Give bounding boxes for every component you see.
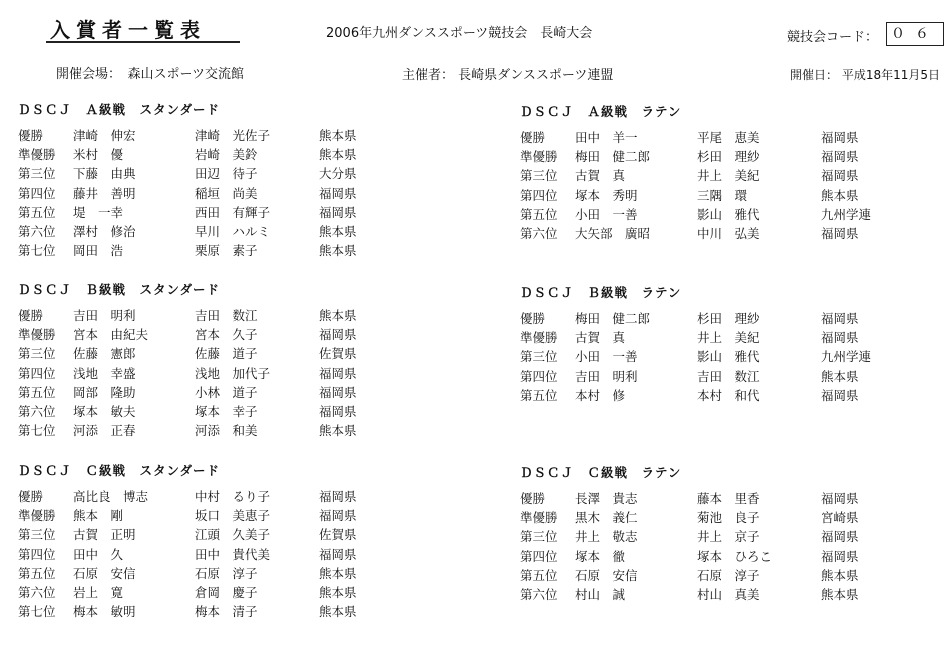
female-partner: 井上 美紀 [697,330,760,346]
male-partner: 吉田 明利 [575,368,638,384]
result-row [520,547,949,566]
result-row [18,402,458,421]
result-row [18,306,458,325]
section-b-latin [520,283,949,405]
placement: 第三位 [18,166,56,182]
female-partner: 井上 京子 [697,529,760,545]
male-partner: 吉田 明利 [73,308,136,323]
female-partner: 村山 真美 [697,586,760,602]
male-partner: 米村 優 [73,147,124,163]
prefecture: 熊本県 [821,187,859,203]
female-partner: 石原 淳子 [697,567,760,583]
placement: 準優勝 [520,330,558,346]
section-title: ＤＳＣＪ Ｃ級戦 ラテン [520,465,682,480]
placement: 優勝 [520,130,546,145]
result-row [520,205,949,224]
placement: 優勝 [18,308,44,323]
result-row [520,527,949,546]
male-partner: 石原 安信 [73,565,136,581]
prefecture: 大分県 [319,166,357,182]
male-partner: 澤村 修治 [73,223,136,239]
section-title: ＤＳＣＪ Ｂ級戦 スタンダード [18,282,221,297]
result-row [18,203,458,222]
result-row [18,421,458,440]
male-partner: 大矢部 廣昭 [575,225,651,241]
section-title: ＤＳＣＪ Ｃ級戦 スタンダード [18,463,221,478]
result-row [520,224,949,243]
prefecture: 熊本県 [821,567,859,583]
placement: 第六位 [18,403,56,419]
female-partner: 佐藤 道子 [195,346,258,362]
male-partner: 熊本 剛 [73,508,124,524]
placement: 第六位 [18,223,56,239]
placement: 第七位 [18,423,56,439]
result-row [18,325,458,344]
result-row [18,126,458,145]
prefecture: 福岡県 [821,130,859,145]
placement: 第四位 [18,185,56,201]
section-c-standard [18,461,458,621]
result-row [18,383,458,402]
male-partner: 黒木 義仁 [575,510,638,526]
placement: 第五位 [520,387,558,403]
female-partner: 西田 有輝子 [195,204,271,220]
prefecture: 福岡県 [319,185,357,201]
results-list [18,306,458,440]
venue: 開催会場： 森山スポーツ交流館 [56,67,244,82]
placement: 第三位 [520,529,558,545]
male-partner: 梅田 健二郎 [575,149,651,165]
result-row [18,564,458,583]
section-a-standard [18,100,458,260]
result-row [520,128,949,147]
result-row [18,222,458,241]
placement: 第五位 [18,204,56,220]
female-partner: 岩崎 美鈴 [195,147,258,163]
prefecture: 佐賀県 [319,346,357,362]
result-row [18,602,458,621]
result-row [18,545,458,564]
female-partner: 中村 るり子 [195,489,271,504]
placement: 第六位 [520,225,558,241]
prefecture: 熊本県 [319,243,357,259]
placement: 第七位 [18,243,56,259]
prefecture: 宮崎県 [821,510,859,526]
result-row [520,566,949,585]
prefecture: 福岡県 [319,204,357,220]
female-partner: 稲垣 尚美 [195,185,258,201]
male-partner: 岡部 隆助 [73,384,136,400]
male-partner: 小田 一善 [575,349,638,365]
prefecture: 福岡県 [319,327,357,343]
prefecture: 熊本県 [319,223,357,239]
male-partner: 高比良 博志 [73,489,149,504]
result-row [520,585,949,604]
placement: 第四位 [18,546,56,562]
placement: 第三位 [520,168,558,184]
section-c-latin [520,463,949,604]
female-partner: 本村 和代 [697,387,760,403]
section-title: ＤＳＣＪ Ｂ級戦 ラテン [520,285,682,300]
female-partner: 田中 貴代美 [195,546,271,562]
male-partner: 古賀 真 [575,168,626,184]
female-partner: 中川 弘美 [697,225,760,241]
female-partner: 小林 道子 [195,384,258,400]
female-partner: 浅地 加代子 [195,365,271,381]
result-row [520,489,949,508]
female-partner: 坂口 美恵子 [195,508,271,524]
prefecture: 福岡県 [319,508,357,524]
prefecture: 福岡県 [821,330,859,346]
male-partner: 宮本 由紀夫 [73,327,149,343]
placement: 第五位 [520,567,558,583]
placement: 準優勝 [18,327,56,343]
male-partner: 梅田 健二郎 [575,311,651,326]
prefecture: 福岡県 [821,149,859,165]
male-partner: 河添 正春 [73,423,136,439]
placement: 第四位 [18,365,56,381]
placement: 第四位 [520,548,558,564]
result-row [520,186,949,205]
results-list [18,126,458,260]
female-partner: 菊池 良子 [697,510,760,526]
placement: 第五位 [18,565,56,581]
prefecture: 九州学連 [821,349,872,365]
organizer: 主催者： 長崎県ダンススポーツ連盟 [402,68,614,83]
prefecture: 熊本県 [319,308,357,323]
placement: 第六位 [18,584,56,600]
result-row [520,347,949,366]
prefecture: 熊本県 [319,147,357,163]
result-row [18,364,458,383]
prefecture: 熊本県 [319,128,357,143]
prefecture: 福岡県 [821,387,859,403]
female-partner: 宮本 久子 [195,327,258,343]
results-list [18,487,458,621]
placement: 第六位 [520,586,558,602]
placement: 優勝 [520,311,546,326]
prefecture: 福岡県 [821,225,859,241]
results-list [520,489,949,604]
male-partner: 岩上 寛 [73,584,124,600]
placement: 準優勝 [18,508,56,524]
title-underline [46,41,240,43]
male-partner: 津崎 伸宏 [73,128,136,143]
placement: 第四位 [520,187,558,203]
female-partner: 井上 美紀 [697,168,760,184]
male-partner: 長澤 貴志 [575,491,638,506]
male-partner: 村山 誠 [575,586,626,602]
female-partner: 杉田 理紗 [697,149,760,165]
results-list [520,128,949,243]
female-partner: 田辺 待子 [195,166,258,182]
result-row [520,386,949,405]
result-row [18,525,458,544]
female-partner: 石原 淳子 [195,565,258,581]
result-row [520,166,949,185]
prefecture: 福岡県 [821,168,859,184]
result-row [18,145,458,164]
female-partner: 杉田 理紗 [697,311,760,326]
prefecture: 九州学連 [821,206,872,222]
results-list [520,309,949,405]
male-partner: 佐藤 憲郎 [73,346,136,362]
prefecture: 福岡県 [821,491,859,506]
result-row [520,147,949,166]
prefecture: 熊本県 [319,423,357,439]
male-partner: 藤井 善明 [73,185,136,201]
female-partner: 津崎 光佐子 [195,128,271,143]
placement: 準優勝 [520,149,558,165]
male-partner: 岡田 浩 [73,243,124,259]
male-partner: 塚本 敏夫 [73,403,136,419]
placement: 第四位 [520,368,558,384]
male-partner: 下藤 由典 [73,166,136,182]
male-partner: 田中 久 [73,546,124,562]
placement: 第三位 [18,346,56,362]
female-partner: 吉田 数江 [697,368,760,384]
prefecture: 福岡県 [319,384,357,400]
section-b-standard [18,280,458,440]
male-partner: 小田 一善 [575,206,638,222]
female-partner: 河添 和美 [195,423,258,439]
male-partner: 井上 敬志 [575,529,638,545]
section-title: ＤＳＣＪ Ａ級戦 ラテン [520,104,682,119]
placement: 優勝 [18,128,44,143]
placement: 第五位 [18,384,56,400]
male-partner: 古賀 真 [575,330,626,346]
prefecture: 福岡県 [821,529,859,545]
prefecture: 熊本県 [319,584,357,600]
event-name: 2006年九州ダンススポーツ競技会 長崎大会 [326,26,593,41]
placement: 優勝 [520,491,546,506]
placement: 準優勝 [520,510,558,526]
prefecture: 熊本県 [821,586,859,602]
result-row [18,184,458,203]
competition-code-box: ０６ [886,22,944,46]
prefecture: 佐賀県 [319,527,357,543]
event-date: 開催日： 平成18年11月5日 [790,68,940,82]
prefecture: 福岡県 [319,365,357,381]
placement: 第七位 [18,604,56,620]
female-partner: 影山 雅代 [697,349,760,365]
prefecture: 福岡県 [319,546,357,562]
section-title: ＤＳＣＪ Ａ級戦 スタンダード [18,102,221,117]
placement: 第五位 [520,206,558,222]
female-partner: 塚本 幸子 [195,403,258,419]
female-partner: 倉岡 慶子 [195,584,258,600]
result-row [18,241,458,260]
male-partner: 田中 羊一 [575,130,638,145]
male-partner: 浅地 幸盛 [73,365,136,381]
female-partner: 平尾 恵美 [697,130,760,145]
female-partner: 早川 ハルミ [195,223,271,239]
female-partner: 江頭 久美子 [195,527,271,543]
document-title: 入賞者一覧表 [50,18,206,42]
female-partner: 藤本 里香 [697,491,760,506]
placement: 準優勝 [18,147,56,163]
male-partner: 梅本 敏明 [73,604,136,620]
section-a-latin [520,102,949,243]
female-partner: 吉田 数江 [195,308,258,323]
female-partner: 塚本 ひろこ [697,548,773,564]
prefecture: 熊本県 [319,604,357,620]
male-partner: 本村 修 [575,387,626,403]
result-row [18,506,458,525]
result-row [18,487,458,506]
placement: 第三位 [18,527,56,543]
prefecture: 福岡県 [319,403,357,419]
prefecture: 福岡県 [821,311,859,326]
result-row [18,344,458,363]
male-partner: 石原 安信 [575,567,638,583]
result-row [18,164,458,183]
placement: 第三位 [520,349,558,365]
female-partner: 栗原 素子 [195,243,258,259]
placement: 優勝 [18,489,44,504]
prefecture: 熊本県 [821,368,859,384]
result-row [520,309,949,328]
competition-code-label: 競技会コード： [787,30,879,45]
result-row [520,367,949,386]
prefecture: 熊本県 [319,565,357,581]
prefecture: 福岡県 [821,548,859,564]
female-partner: 梅本 清子 [195,604,258,620]
result-row [18,583,458,602]
female-partner: 三隅 環 [697,187,748,203]
male-partner: 塚本 徹 [575,548,626,564]
result-row [520,508,949,527]
male-partner: 古賀 正明 [73,527,136,543]
male-partner: 堤 一幸 [73,204,124,220]
result-row [520,328,949,347]
female-partner: 影山 雅代 [697,206,760,222]
male-partner: 塚本 秀明 [575,187,638,203]
prefecture: 福岡県 [319,489,357,504]
